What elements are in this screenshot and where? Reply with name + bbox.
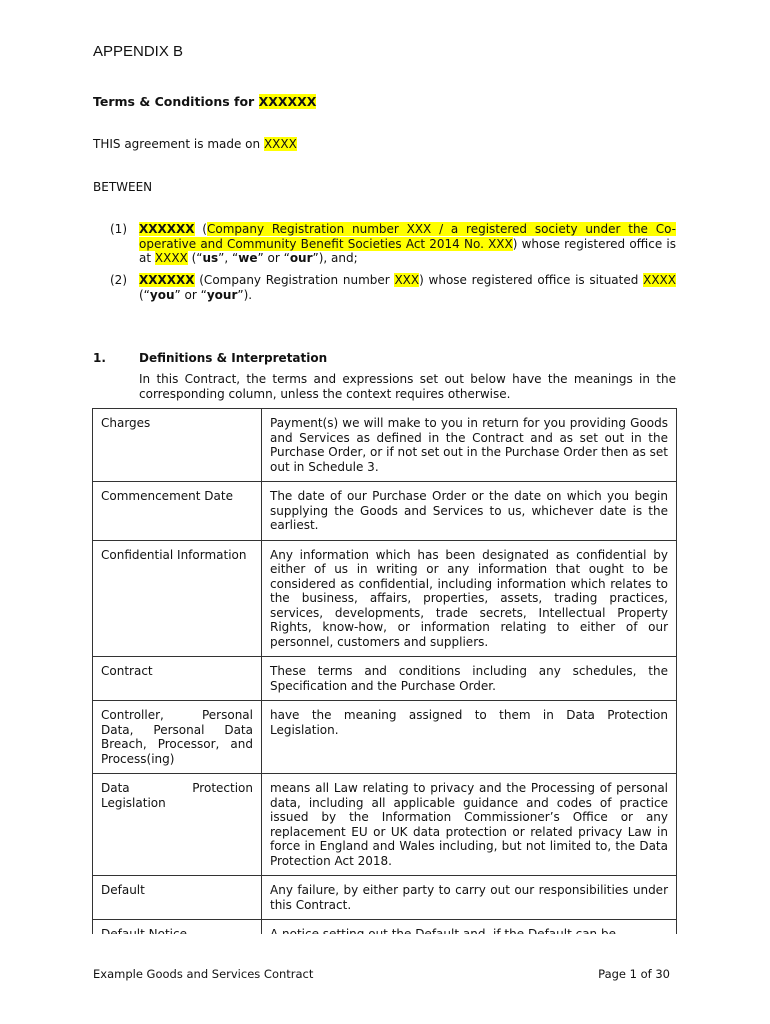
footer-document-title: Example Goods and Services Contract [93, 967, 314, 981]
terms-placeholder: XXXXXX [258, 94, 317, 109]
party-registration: Company Registration number XXX / a registered society under the Co-operative and Community Benefit Societies Act 2014 No. XXX [139, 222, 676, 251]
party-text: (“ [187, 251, 203, 265]
definition-term: Data Protection Legislation [93, 774, 262, 876]
party-alias: our [289, 251, 313, 265]
party-text: ” or “ [174, 287, 207, 302]
party-text: ) whose registered office is at [139, 236, 677, 265]
section-number: 1. [93, 351, 106, 365]
agreement-date-placeholder: XXXX [263, 137, 297, 151]
party-alias: us [202, 251, 219, 265]
party-text: ( [194, 222, 207, 236]
table-row [93, 482, 677, 541]
party-1 [110, 222, 676, 266]
party-registration: XXX [394, 273, 420, 287]
party-text: ) whose registered office is situated [419, 273, 644, 287]
party-number: (1) [110, 222, 127, 236]
appendix-heading: APPENDIX B [93, 43, 184, 60]
definition-term: Controller, Personal Data, Personal Data Breach, Processor, and Process(ing) [93, 701, 262, 774]
definition-text: These terms and conditions including any schedules, the Specification and the Purchase Order. [262, 657, 677, 701]
agreement-date-line [93, 137, 297, 151]
definition-term: Contract [93, 657, 262, 701]
definition-term: Default [93, 876, 262, 920]
between-label: BETWEEN [93, 180, 153, 194]
definition-text: Any information which has been designated as confidential by either of us in writing or any information that ought to be considered as confidential, including information which relates to the business, affairs, properties, assets, trading practices, services, developments, trade secrets, Intellectual Property Rights, know-how, or information relating to either of our personnel, customers and suppliers. [262, 540, 677, 657]
party-office: XXXX [643, 273, 676, 287]
terms-label: Terms & Conditions for [93, 94, 259, 109]
definition-term: Confidential Information [93, 540, 262, 657]
definition-text: Any failure, by either party to carry out our responsibilities under this Contract. [262, 876, 677, 920]
party-alias: we [238, 251, 258, 265]
section-intro: In this Contract, the terms and expressions set out below have the meanings in the corresponding column, unless the context requires otherwise. [139, 372, 676, 401]
party-text: ” or “ [257, 251, 290, 265]
party-2 [110, 273, 676, 302]
party-text: (“ [139, 287, 150, 302]
table-row [93, 876, 677, 920]
party-text: (Company Registration number [194, 273, 395, 287]
party-text: ”, “ [218, 251, 239, 265]
definition-text: means all Law relating to privacy and the Processing of personal data, including all applicable guidance and codes of practice issued by the Information Commissioner’s Office or any replacement EU or UK data protection or related privacy Law in force in England and Wales including, but not limited to, the Data Protection Act 2018. [262, 774, 677, 876]
agreement-label: THIS agreement is made on [93, 137, 264, 151]
table-row [93, 701, 677, 774]
party-text: ”). [237, 287, 253, 302]
definition-text: have the meaning assigned to them in Data Protection Legislation. [262, 701, 677, 774]
table-row [93, 657, 677, 701]
party-alias: you [149, 287, 175, 302]
table-row [93, 409, 677, 482]
party-name: XXXXXX [139, 273, 195, 287]
section-title: Definitions & Interpretation [139, 351, 328, 365]
definition-term: Commencement Date [93, 482, 262, 541]
terms-title [93, 94, 316, 109]
table-row [93, 774, 677, 876]
definition-term: Charges [93, 409, 262, 482]
table-row [93, 540, 677, 657]
party-alias: your [206, 287, 238, 302]
party-text: ”), and; [312, 251, 358, 265]
party-office: XXXX [154, 251, 188, 265]
party-number: (2) [110, 273, 127, 287]
definitions-table [92, 408, 677, 950]
definition-text: The date of our Purchase Order or the date on which you begin supplying the Goods and Services to us, whichever date is the earliest. [262, 482, 677, 541]
footer-page-number: Page 1 of 30 [598, 967, 670, 981]
definition-text: Payment(s) we will make to you in return for you providing Goods and Services as defined in the Contract and as set out in the Purchase Order, or if not set out in the Purchase Order then as set out in Schedule 3. [262, 409, 677, 482]
party-name: XXXXXX [139, 222, 195, 236]
